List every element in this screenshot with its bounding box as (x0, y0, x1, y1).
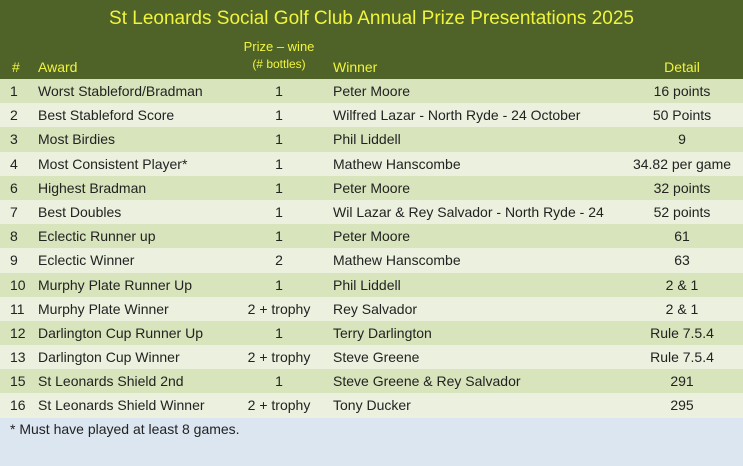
cell-prize: 1 (275, 276, 283, 293)
cell-award: Darlington Cup Runner Up (38, 324, 203, 341)
cell-prize: 2 (275, 252, 283, 269)
cell-num: 13 (10, 349, 26, 366)
cell-num: 16 (10, 397, 26, 414)
cell-prize: 1 (275, 179, 283, 196)
cell-num: 4 (10, 155, 18, 172)
cell-num: 7 (10, 203, 18, 220)
cell-num: 3 (10, 131, 18, 148)
cell-num: 12 (10, 324, 26, 341)
cell-detail: Rule 7.5.4 (650, 349, 714, 366)
cell-detail: 32 points (653, 179, 711, 196)
cell-award: Eclectic Runner up (38, 228, 156, 245)
cell-award: Murphy Plate Runner Up (38, 276, 193, 293)
cell-num: 11 (10, 300, 25, 317)
cell-prize: 1 (275, 324, 283, 341)
header-prize-line1: Prize – wine (243, 39, 315, 54)
footnote: * Must have played at least 8 games. (10, 420, 240, 437)
header-num: # (12, 59, 20, 75)
cell-detail: 50 Points (652, 107, 712, 124)
cell-winner: Peter Moore (333, 83, 411, 99)
cell-detail: 34.82 per game (632, 155, 732, 172)
cell-detail: 61 (674, 228, 690, 245)
table-row (0, 273, 743, 297)
cell-prize: 2 + trophy (247, 349, 311, 366)
cell-winner: Terry Darlington (333, 324, 432, 341)
table-row (0, 369, 743, 393)
header-detail: Detail (664, 59, 700, 75)
table-row (0, 321, 743, 345)
cell-prize: 1 (275, 83, 283, 99)
cell-prize: 1 (275, 155, 283, 172)
cell-detail: Rule 7.5.4 (650, 324, 714, 341)
cell-detail: 2 & 1 (665, 300, 699, 317)
cell-num: 9 (10, 252, 18, 269)
header-prize-line2: (# bottles) (252, 57, 306, 71)
cell-award: Murphy Plate Winner (38, 300, 169, 317)
table-row (0, 200, 743, 224)
cell-winner: Mathew Hanscombe (333, 155, 461, 172)
cell-detail: 9 (678, 131, 686, 148)
cell-winner: Tony Ducker (333, 397, 411, 414)
table-row (0, 79, 743, 103)
cell-prize: 1 (275, 373, 283, 390)
cell-winner: Phil Liddell (333, 276, 401, 293)
cell-winner: Phil Liddell (333, 131, 401, 148)
cell-prize: 2 + trophy (247, 397, 311, 414)
table-row (0, 152, 743, 176)
cell-prize: 2 + trophy (247, 300, 311, 317)
cell-award: Eclectic Winner (38, 252, 135, 269)
cell-winner: Mathew Hanscombe (333, 252, 461, 269)
table-header (0, 0, 743, 79)
cell-winner: Peter Moore (333, 228, 411, 245)
table-row (0, 176, 743, 200)
cell-num: 2 (10, 107, 18, 124)
cell-award: Most Consistent Player* (38, 155, 188, 172)
cell-num: 15 (10, 373, 26, 390)
table-row (0, 103, 743, 127)
cell-prize: 1 (275, 107, 283, 124)
cell-award: Darlington Cup Winner (38, 349, 180, 366)
cell-winner: Steve Greene & Rey Salvador (333, 373, 521, 390)
header-award: Award (38, 59, 78, 75)
table-row (0, 393, 743, 417)
cell-prize: 1 (275, 228, 283, 245)
cell-award: St Leonards Shield Winner (38, 397, 205, 414)
cell-detail: 52 points (653, 203, 711, 220)
cell-num: 10 (10, 276, 26, 293)
cell-num: 1 (10, 83, 18, 99)
cell-award: Worst Stableford/Bradman (38, 83, 203, 99)
header-winner: Winner (333, 59, 378, 75)
page-title: St Leonards Social Golf Club Annual Prize Presentations 2025 (109, 8, 634, 29)
cell-num: 8 (10, 228, 18, 245)
cell-winner: Wil Lazar & Rey Salvador - North Ryde - 24 (333, 203, 604, 220)
cell-num: 6 (10, 179, 18, 196)
cell-detail: 63 (674, 252, 690, 269)
table-row (0, 248, 743, 272)
cell-award: Highest Bradman (38, 179, 147, 196)
cell-detail: 295 (670, 397, 694, 414)
table-row (0, 127, 743, 151)
cell-detail: 291 (670, 373, 694, 390)
table-row (0, 224, 743, 248)
cell-winner: Steve Greene (333, 349, 420, 366)
cell-prize: 1 (275, 131, 283, 148)
cell-winner: Rey Salvador (333, 300, 418, 317)
cell-detail: 2 & 1 (665, 276, 699, 293)
cell-award: St Leonards Shield 2nd (38, 373, 184, 390)
prize-table-body (0, 79, 743, 418)
cell-winner: Peter Moore (333, 179, 411, 196)
table-row (0, 297, 743, 321)
cell-detail: 16 points (653, 83, 711, 99)
cell-award: Most Birdies (38, 131, 116, 148)
cell-prize: 1 (275, 203, 283, 220)
cell-award: Best Doubles (38, 203, 122, 220)
cell-award: Best Stableford Score (38, 107, 175, 124)
table-row (0, 345, 743, 369)
cell-winner: Wilfred Lazar - North Ryde - 24 October (333, 107, 581, 124)
